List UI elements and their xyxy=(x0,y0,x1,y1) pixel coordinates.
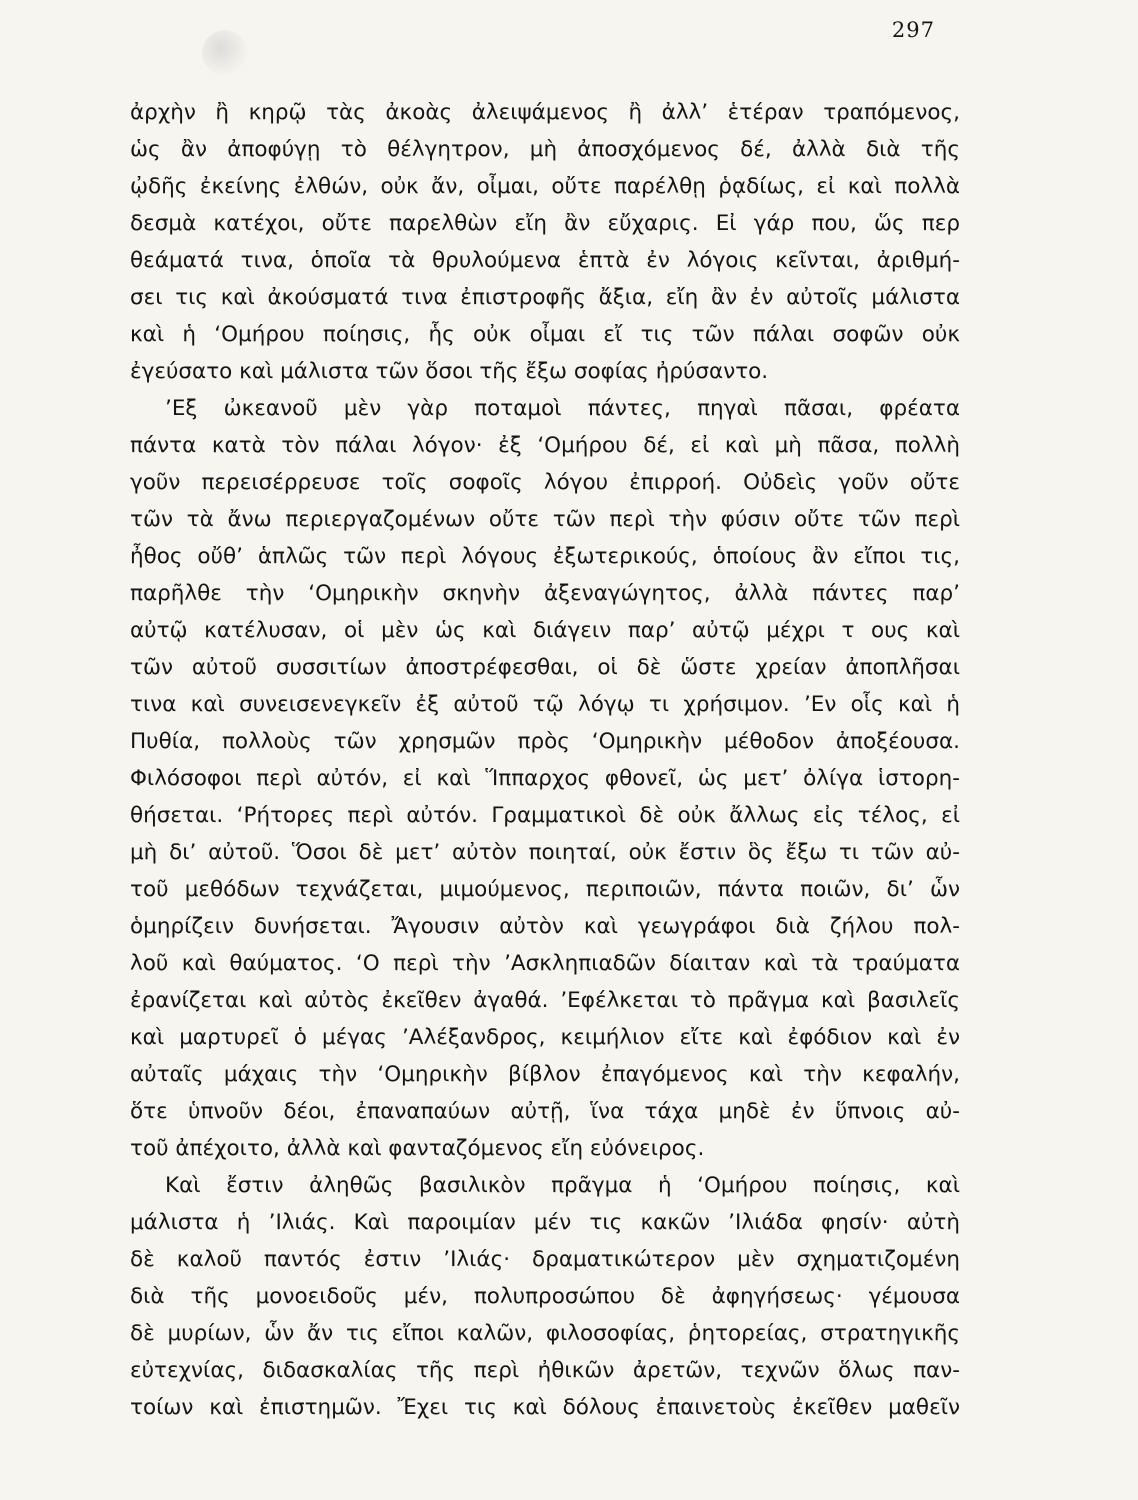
text-line: ᾠδῆς ἐκείνης ἐλθών, οὐκ ἄν, οἶμαι, οὔτε παρέλθῃ ῥᾳδίως, εἰ καὶ πολλὰ xyxy=(130,174,960,199)
paragraph xyxy=(130,1167,960,1426)
text-line: ὡς ἂν ἀποφύγῃ τὸ θέλγητρον, μὴ ἀποσχόμενος δέ, ἀλλὰ διὰ τῆς xyxy=(130,137,960,162)
text-line: ὅτε ὑπνοῦν δέοι, ἐπαναπαύων αὐτῇ, ἵνα τάχα μηδὲ ἐν ὕπνοις αὐ- xyxy=(130,1099,960,1124)
text-line: τοίων καὶ ἐπιστημῶν. Ἔχει τις καὶ δόλους ἐπαινετοὺς ἐκεῖθεν μαθεῖν xyxy=(130,1395,960,1420)
text-line: πάντα κατὰ τὸν πάλαι λόγον· ἐξ ‘Ομήρου δέ, εἰ καὶ μὴ πᾶσα, πολλὴ xyxy=(130,433,960,458)
text-line: ὁμηρίζειν δυνήσεται. Ἄγουσιν αὐτὸν καὶ γεωγράφοι διὰ ζήλου πολ- xyxy=(130,914,960,939)
text-line: Φιλόσοφοι περὶ αὐτόν, εἰ καὶ Ἵππαρχος φθονεῖ, ὡς μετ’ ὀλίγα ἱστορη- xyxy=(130,766,960,791)
text-line: ἦθος οὔθ’ ἁπλῶς τῶν περὶ λόγους ἐξωτερικούς, ὁποίους ἂν εἴποι τις, xyxy=(130,544,960,569)
text-line: δὲ καλοῦ παντός ἐστιν ’Ιλιάς· δραματικώτερον μὲν σχηματιζομένη xyxy=(130,1247,960,1272)
text-line: μάλιστα ἡ ’Ιλιάς. Καὶ παροιμίαν μέν τις κακῶν ’Ιλιάδα φησίν· αὐτὴ xyxy=(130,1210,960,1235)
text-line: θεάματά τινα, ὁποῖα τὰ θρυλούμενα ἑπτὰ ἐν λόγοις κεῖνται, ἀριθμή- xyxy=(130,248,960,273)
text-line: τινα καὶ συνεισενεγκεῖν ἐξ αὐτοῦ τῷ λόγῳ τι χρήσιμον. ’Εν οἷς καὶ ἡ xyxy=(130,692,960,717)
text-line: καὶ ἡ ‘Ομήρου ποίησις, ἧς οὐκ οἶμαι εἴ τις τῶν πάλαι σοφῶν οὐκ xyxy=(130,322,960,347)
body-text xyxy=(130,94,960,1426)
text-line: αὐταῖς μάχαις τὴν ‘Ομηρικὴν βίβλον ἐπαγόμενος καὶ τὴν κεφαλήν, xyxy=(130,1062,960,1087)
text-line: λοῦ καὶ θαύματος. ‘Ο περὶ τὴν ’Ασκληπιαδῶν δίαιταν καὶ τὰ τραύματα xyxy=(130,951,960,976)
text-line: δὲ μυρίων, ὧν ἄν τις εἴποι καλῶν, φιλοσοφίας, ῥητορείας, στρατηγικῆς xyxy=(130,1321,960,1346)
text-line: τῶν τὰ ἄνω περιεργαζομένων οὔτε τῶν περὶ τὴν φύσιν οὔτε τῶν περὶ xyxy=(130,507,960,532)
text-line: ἐρανίζεται καὶ αὐτὸς ἐκεῖθεν ἀγαθά. ’Εφέλκεται τὸ πρᾶγμα καὶ βασιλεῖς xyxy=(130,988,960,1013)
text-line: τῶν αὐτοῦ συσσιτίων ἀποστρέφεσθαι, οἱ δὲ ὥστε χρείαν ἀποπλῆσαι xyxy=(130,655,960,680)
text-line: Πυθία, πολλοὺς τῶν χρησμῶν πρὸς ‘Ομηρικὴν μέθοδον ἀποξέουσα. xyxy=(130,729,960,754)
paper-stain xyxy=(202,30,248,76)
paragraph xyxy=(130,94,960,390)
text-line: θήσεται. ‘Ρήτορες περὶ αὐτόν. Γραμματικοὶ δὲ οὐκ ἄλλως εἰς τέλος, εἰ xyxy=(130,803,960,828)
text-line: αὐτῷ κατέλυσαν, οἱ μὲν ὡς καὶ διάγειν παρ’ αὐτῷ μέχρι τ ους καὶ xyxy=(130,618,960,643)
text-line: ἐγεύσατο καὶ μάλιστα τῶν ὅσοι τῆς ἔξω σοφίας ἠρύσαντο. xyxy=(130,359,769,384)
text-line: εὐτεχνίας, διδασκαλίας τῆς περὶ ἠθικῶν ἀρετῶν, τεχνῶν ὅλως παν- xyxy=(130,1358,960,1383)
text-line: τοῦ μεθόδων τεχνάζεται, μιμούμενος, περιποιῶν, πάντα ποιῶν, δι’ ὧν xyxy=(130,877,960,902)
text-line: σει τις καὶ ἀκούσματά τινα ἐπιστροφῆς ἄξια, εἴη ἂν ἐν αὐτοῖς μάλιστα xyxy=(130,285,960,310)
text-line: διὰ τῆς μονοειδοῦς μέν, πολυπροσώπου δὲ ἀφηγήσεως· γέμουσα xyxy=(130,1284,960,1309)
page-number: 297 xyxy=(891,18,935,42)
text-line: τοῦ ἀπέχοιτο, ἀλλὰ καὶ φανταζόμενος εἴη εὐόνειρος. xyxy=(130,1136,705,1161)
text-line: δεσμὰ κατέχοι, οὔτε παρελθὼν εἴη ἂν εὔχαρις. Εἰ γάρ που, ὥς περ xyxy=(130,211,960,236)
text-line: ἀρχὴν ἢ κηρῷ τὰς ἀκοὰς ἀλειψάμενος ἢ ἀλλ’ ἑτέραν τραπόμενος, xyxy=(130,100,960,125)
paragraph xyxy=(130,390,960,1167)
text-line: μὴ δι’ αὐτοῦ. Ὅσοι δὲ μετ’ αὐτὸν ποιηταί, οὐκ ἔστιν ὃς ἔξω τι τῶν αὐ- xyxy=(130,840,960,865)
text-line: ’Εξ ὠκεανοῦ μὲν γὰρ ποταμοὶ πάντες, πηγαὶ πᾶσαι, φρέατα xyxy=(165,396,960,421)
text-line: Καὶ ἔστιν ἀληθῶς βασιλικὸν πρᾶγμα ἡ ‘Ομήρου ποίησις, καὶ xyxy=(165,1173,960,1198)
text-line: παρῆλθε τὴν ‘Ομηρικὴν σκηνὴν ἀξεναγώγητος, ἀλλὰ πάντες παρ’ xyxy=(130,581,960,606)
text-line: καὶ μαρτυρεῖ ὁ μέγας ’Αλέξανδρος, κειμήλιον εἴτε καὶ ἐφόδιον καὶ ἐν xyxy=(130,1025,960,1050)
text-line: γοῦν περεισέρρευσε τοῖς σοφοῖς λόγου ἐπιρροή. Οὐδεὶς γοῦν οὔτε xyxy=(130,470,960,495)
